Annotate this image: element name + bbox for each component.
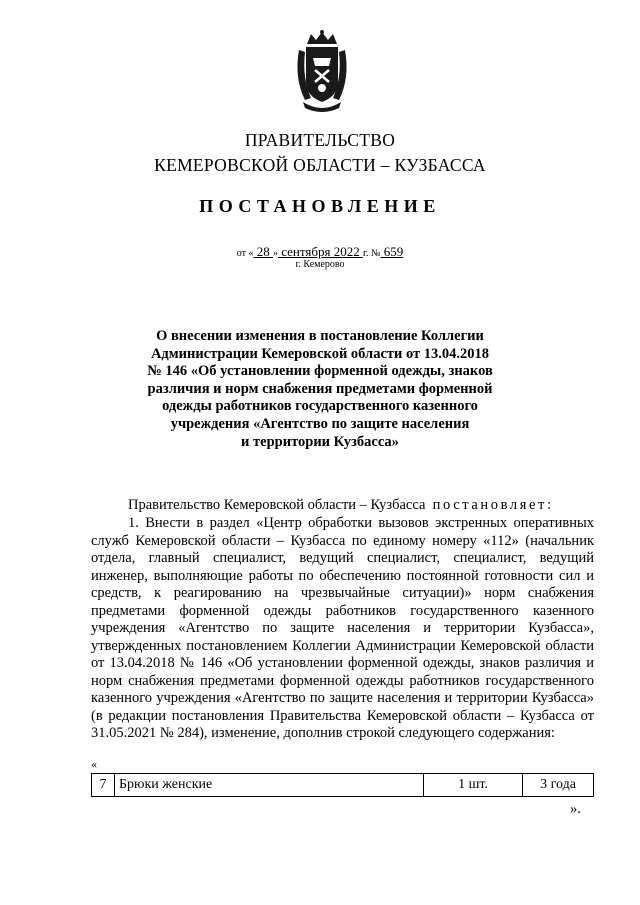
date-close-quote: » <box>272 248 278 259</box>
quote-open: « <box>91 757 97 771</box>
intro-line <box>128 497 554 514</box>
quote-close: ». <box>570 801 581 817</box>
government-name-line1: ПРАВИТЕЛЬСТВО <box>244 130 396 150</box>
intro-verb: постановляет: <box>432 497 554 513</box>
date-month-year: сентября 2022 <box>277 244 363 259</box>
table-row <box>92 774 594 797</box>
title-line: учреждения «Агентство по защите населения <box>170 415 470 432</box>
row-item: Брюки женские <box>115 774 424 797</box>
paragraph-1: 1. Внести в раздел «Центр обработки вызовов экстренных оперативных служб Кемеровской области – Кузбасса по единому номеру «112» (начальник отдела, главный специалист, ведущий специалист, специалист, ведущий инженер, выполняющие работы по обеспечению постоянной готовности сил и средств, к реагированию на чрезвычайные ситуации)» норм снабжения предметами форменной одежды работников государственного казенного учреждения «Агентство по защите населения и территории Кузбасса», утвержденных постановлением Коллегии Администрации Кемеровской области от 13.04.2018 № 146 «Об установлении форменной одежды, знаков различия и норм снабжения предметами форменной одежды работников государственного казенного учреждения «Агентство по защите населения и территории Кузбасса» (в редакции постановления Правительства Кемеровской области – Кузбасса от 31.05.2021 № 284), изменение, дополнив строкой следующего содержания: <box>91 515 594 741</box>
norms-table <box>91 773 594 797</box>
row-number: 7 <box>92 774 115 797</box>
row-term: 3 года <box>523 774 594 797</box>
title-line: и территории Кузбасса» <box>241 433 399 450</box>
document-title <box>140 328 500 451</box>
date-year-suffix: г. № <box>362 248 381 259</box>
document-type: ПОСТАНОВЛЕНИЕ <box>199 196 441 216</box>
date-day: 28 <box>253 244 273 259</box>
document-number: 659 <box>380 244 404 259</box>
title-line: № 146 «Об установлении форменной одежды, знаков <box>147 363 493 380</box>
title-line: О внесении изменения в постановление Коллегии <box>156 328 484 344</box>
row-quantity: 1 шт. <box>424 774 523 797</box>
date-from-label: от « <box>236 248 254 259</box>
title-line: Администрации Кемеровской области от 13.04.2018 <box>150 345 490 362</box>
title-line: одежды работников государственного казенного <box>162 398 478 415</box>
intro-text: Правительство Кемеровской области – Кузбасса <box>128 497 426 513</box>
city: г. Кемерово <box>295 259 345 270</box>
date-line <box>0 244 640 260</box>
coat-of-arms-icon <box>293 30 351 114</box>
government-name-line2: КЕМЕРОВСКОЙ ОБЛАСТИ – КУЗБАССА <box>154 155 486 175</box>
title-line: различия и норм снабжения предметами форменной <box>147 380 493 397</box>
